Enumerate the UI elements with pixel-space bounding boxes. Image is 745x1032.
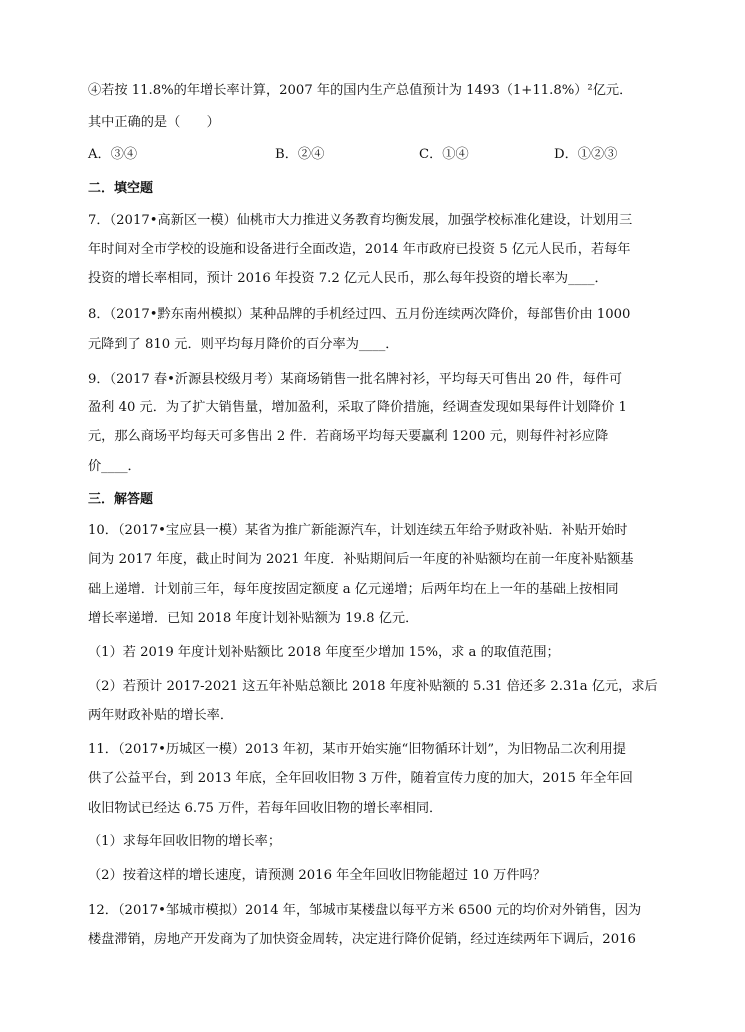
q8-line: 元降到了 810 元．则平均每月降价的百分率为____． <box>88 337 399 352</box>
q9-line: 盈利 40 元．为了扩大销售量，增加盈利，采取了降价措施，经调查发现如果每件计划降价 1 <box>88 400 627 415</box>
q9-line: 价____． <box>88 459 141 474</box>
q6-option-c: C．①④ <box>419 147 469 162</box>
q11-line: 收旧物试已经达 6.75 万件，若每年回收旧物的增长率相同． <box>88 801 443 816</box>
q10-line: 两年财政补贴的增长率． <box>88 708 234 723</box>
q6-option-a: A．③④ <box>88 147 138 162</box>
q9-line: 9．（2017 春•沂源县校级月考）某商场销售一批名牌衬衫，平均每天可售出 20 件，每件可 <box>88 372 623 387</box>
q11-subquestion: （1）求每年回收旧物的增长率； <box>88 834 282 849</box>
q11-line: 供了公益平台，到 2013 年底，全年回收旧物 3 万件，随着宣传力度的加大，2015 年全年回 <box>88 771 633 786</box>
q6-option-b: B．②④ <box>275 147 325 162</box>
q6-item4: ④若按 11.8%的年增长率计算，2007 年的国内生产总值预计为 1493（1+11.8%）²亿元． <box>88 83 633 98</box>
q10-subquestion: （1）若 2019 年度计划补贴额比 2018 年度至少增加 15%，求 a 的取值范围； <box>88 645 560 660</box>
q6-prompt: 其中正确的是（ ） <box>88 115 220 130</box>
q9-line: 元，那么商场平均每天可多售出 2 件．若商场平均每天要赢利 1200 元，则每件衬衫应降 <box>88 429 609 444</box>
q11-subquestion: （2）按着这样的增长速度，请预测 2016 年全年回收旧物能超过 10 万件吗？ <box>88 868 546 883</box>
q12-line: 楼盘滞销，房地产开发商为了加快资金周转，决定进行降价促销，经过连续两年下调后，2016 <box>88 932 636 947</box>
q6-option-d: D．①②③ <box>554 147 618 162</box>
q10-subquestion: （2）若预计 2017-2021 这五年补贴总额比 2018 年度补贴额的 5.31 倍还多 2.31a 亿元，求后 <box>88 679 658 694</box>
q12-line: 12．（2017•邹城市模拟）2014 年，邹城市某楼盘以每平方米 6500 元的均价对外销售，因为 <box>88 903 642 918</box>
q11-line: 11．（2017•历城区一模）2013 年初，某市开始实施“旧物循环计划”，为旧物品二次利用提 <box>88 742 626 757</box>
q7-line: 7．（2017•高新区一模）仙桃市大力推进义务教育均衡发展，加强学校标准化建设，计划用三 <box>88 213 633 228</box>
q10-line: 间为 2017 年度，截止时间为 2021 年度．补贴期间后一年度的补贴额均在前一年度补贴额基 <box>88 552 634 567</box>
section-heading-answer: 三．解答题 <box>88 492 154 507</box>
q10-line: 础上递增．计划前三年，每年度按固定额度 a 亿元递增；后两年均在上一年的基础上按相同 <box>88 582 619 597</box>
q8-line: 8．（2017•黔东南州模拟）某种品牌的手机经过四、五月份连续两次降价，每部售价由 1000 <box>88 307 631 322</box>
q10-line: 增长率递增．已知 2018 年度计划补贴额为 19.8 亿元． <box>88 611 419 626</box>
q7-line: 投资的增长率相同，预计 2016 年投资 7.2 亿元人民币，那么每年投资的增长率为____． <box>88 271 608 286</box>
section-heading-fill-in: 二．填空题 <box>88 181 154 196</box>
q7-line: 年时间对全市学校的设施和设备进行全面改造，2014 年市政府已投资 5 亿元人民币，若每年 <box>88 242 631 257</box>
q10-line: 10．（2017•宝应县一模）某省为推广新能源汽车，计划连续五年给予财政补贴．补贴开始时 <box>88 523 628 538</box>
